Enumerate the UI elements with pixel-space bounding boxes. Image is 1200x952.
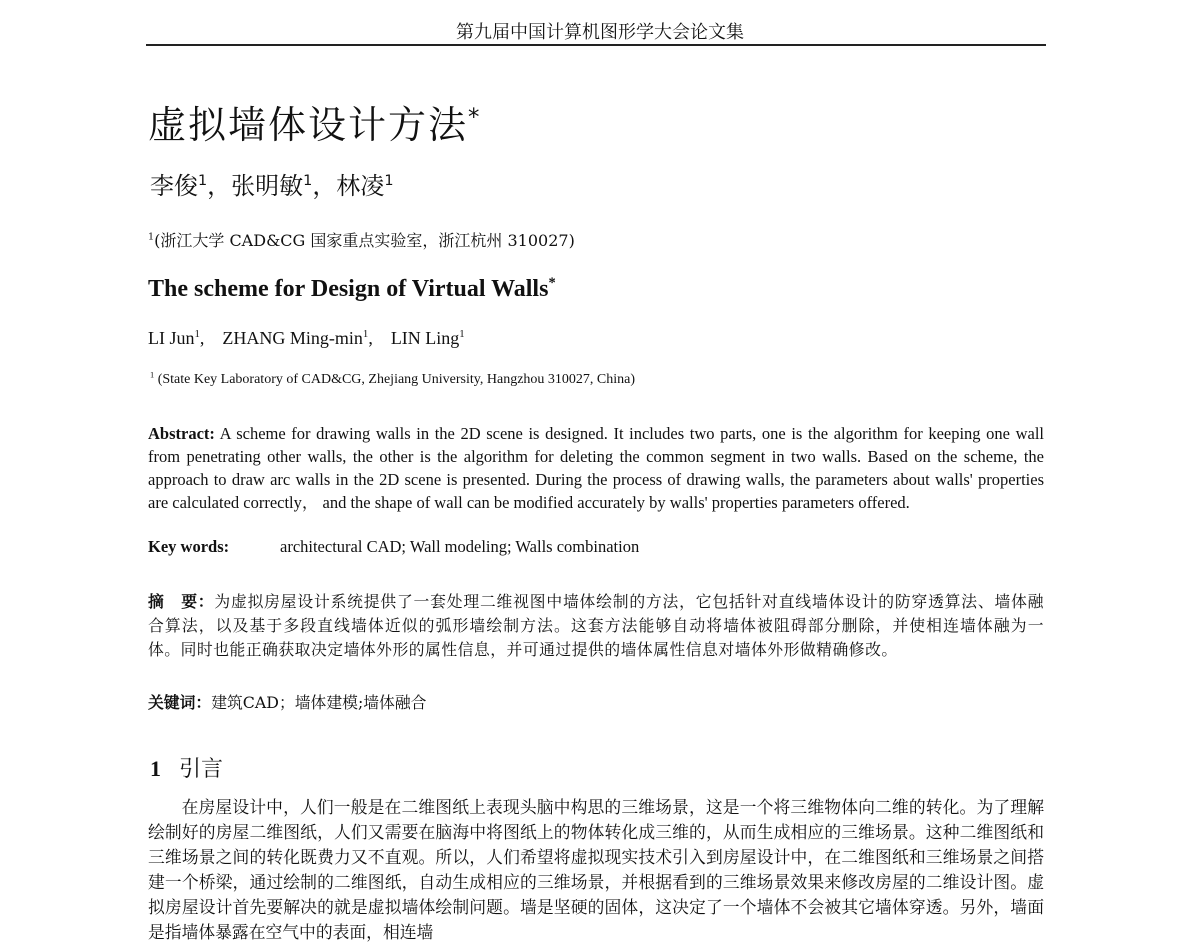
- author-cn-1-sup: 1: [198, 173, 208, 189]
- authors-chinese: [150, 166, 393, 201]
- body-paragraph: 在房屋设计中，人们一般是在二维图纸上表现头脑中构思的三维场景，这是一个将三维物体向二维的转化。为了理解绘制好的房屋二维图纸，人们又需要在脑海中将图纸上的物体转化成三维的，从而生成相应的三维场景。这种二维图纸和三维场景之间的转化既费力又不直观。所以，人们希望将虚拟现实技术引入到房屋设计中，在二维图纸和三维场景之间搭建一个桥梁，通过绘制的二维图纸，自动生成相应的三维场景，并根据看到的三维场景效果来修改房屋的二维设计图。虚拟房屋设计首先要解决的就是虚拟墙体绘制问题。墙是坚硬的固体，这决定了一个墙体不会被其它墙体穿透。另外，墙面是指墙体暴露在空气中的表面，相连墙: [148, 797, 1044, 942]
- title-chinese-text: 虚拟墙体设计方法: [148, 103, 469, 147]
- affiliation-english: [150, 372, 635, 388]
- author-en-3-sup: 1: [459, 328, 465, 340]
- title-en-footnote-mark: *: [548, 275, 556, 291]
- abstract-en-label: Abstract:: [148, 424, 215, 443]
- author-en-1-sup: 1: [194, 328, 200, 340]
- author-cn-3: ，林凌: [312, 172, 385, 200]
- author-en-2-sup: 1: [362, 328, 369, 340]
- author-en-3: , LIN Ling: [368, 328, 460, 348]
- keywords-chinese: [148, 690, 426, 713]
- abstract-english: [148, 422, 1044, 514]
- affiliation-en-text: (State Key Laboratory of CAD&CG, Zhejiang University, Hangzhou 310027, China): [154, 372, 636, 387]
- author-cn-3-sup: 1: [384, 173, 394, 189]
- affiliation-cn-sup: 1: [148, 231, 155, 243]
- title-english-text: The scheme for Design of Virtual Walls: [148, 276, 549, 302]
- header-rule: [146, 44, 1046, 46]
- running-header: 第九届中国计算机图形学大会论文集: [456, 22, 744, 43]
- keywords-en-text: architectural CAD; Wall modeling; Walls combination: [280, 537, 640, 556]
- author-en-2: , ZHANG Ming-min: [199, 328, 363, 348]
- abstract-cn-text: 为虚拟房屋设计系统提供了一套处理二维视图中墙体绘制的方法，它包括针对直线墙体设计的防穿透算法、墙体融合算法，以及基于多段直线墙体近似的弧形墙绘制方法。这套方法能够自动将墙体被阻碍部分删除，并使相连墙体融为一体。同时也能正确获取决定墙体外形的属性信息，并可通过提供的墙体属性信息对墙体外形做精确修改。: [148, 592, 1044, 659]
- title-english: [148, 276, 556, 303]
- authors-english: [148, 328, 465, 349]
- author-cn-2-sup: 1: [303, 173, 313, 189]
- affiliation-chinese: [148, 228, 575, 251]
- section-number: 1: [150, 756, 161, 781]
- keywords-cn-text: 建筑CAD；墙体建模;墙体融合: [211, 693, 427, 712]
- author-en-1: LI Jun: [148, 328, 195, 348]
- section-heading-introduction: [150, 752, 223, 783]
- title-chinese: [148, 94, 481, 149]
- keywords-cn-label: 关键词：: [148, 693, 212, 712]
- title-footnote-mark: *: [468, 104, 482, 131]
- author-cn-1: 李俊: [150, 172, 198, 200]
- affiliation-cn-text: (浙江大学 CAD&CG 国家重点实验室，浙江杭州 310027): [154, 231, 575, 250]
- affiliation-en-sup: 1: [150, 370, 155, 380]
- abstract-cn-label: 摘 要：: [148, 592, 215, 611]
- abstract-chinese: [148, 590, 1044, 662]
- abstract-en-text: A scheme for drawing walls in the 2D scene is designed. It includes two parts, one is the algorithm for keeping one wall from penetrating other walls, the other is the algorithm for deleting the common segment in two walls. Based on the scheme, the approach to draw arc walls in the 2D scene is presented. During the process of drawing walls, the parameters about walls' properties are calculated correctly， and the shape of wall can be modified accurately by walls' properties parameters offered.: [148, 424, 1044, 512]
- section-title: 引言: [179, 757, 224, 782]
- keywords-english: [148, 537, 639, 557]
- keywords-en-label: Key words:: [148, 537, 230, 556]
- author-cn-2: ，张明敏: [207, 172, 304, 200]
